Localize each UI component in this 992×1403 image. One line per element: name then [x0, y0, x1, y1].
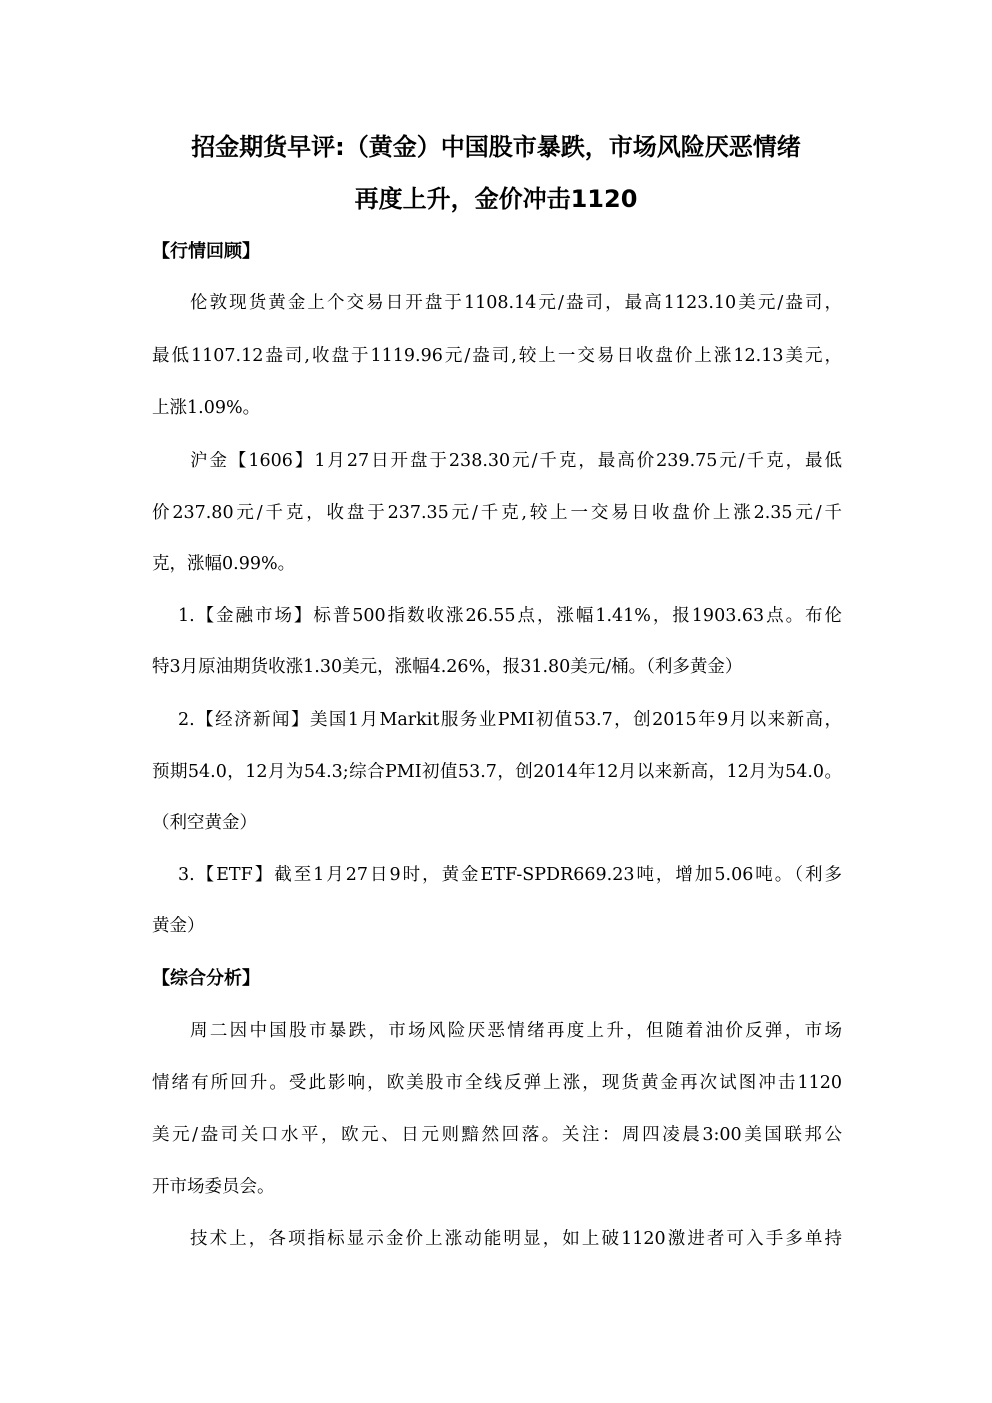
item-etf-line-2: 黄金）: [152, 916, 205, 936]
item-economic-news-line-3: （利空黄金）: [152, 813, 257, 833]
item-financial-market-line-1: 1.【金融市场】标普500指数收涨26.55点，涨幅1.41%，报1903.63点。布伦: [178, 606, 842, 626]
section-heading-market-review: 【行情回顾】: [152, 241, 260, 262]
item-economic-news-line-1: 2.【经济新闻】美国1月Markit服务业PMI初值53.7，创2015年9月以来新高，: [178, 710, 842, 730]
item-financial-market-line-2: 特3月原油期货收涨1.30美元，涨幅4.26%，报31.80美元/桶。（利多黄金）: [152, 657, 743, 677]
paragraph-london-gold-line-3: 上涨1.09%。: [152, 398, 261, 418]
document-title-line-2: 再度上升，金价冲击1120: [354, 185, 638, 213]
paragraph-london-gold-line-2: 最低1107.12盎司,收盘于1119.96元/盎司,较上一交易日收盘价上涨12.13美元，: [152, 346, 842, 366]
paragraph-analysis-line-2: 情绪有所回升。受此影响，欧美股市全线反弹上涨，现货黄金再次试图冲击1120: [152, 1073, 842, 1093]
document-title-line-1: 招金期货早评:（黄金）中国股市暴跌，市场风险厌恶情绪: [191, 133, 801, 161]
paragraph-shanghai-gold-line-3: 克，涨幅0.99%。: [152, 554, 296, 574]
paragraph-technical-line-1: 技术上，各项指标显示金价上涨动能明显，如上破1120激进者可入手多单持: [190, 1229, 842, 1249]
paragraph-analysis-line-1: 周二因中国股市暴跌，市场风险厌恶情绪再度上升，但随着油价反弹，市场: [190, 1021, 842, 1041]
paragraph-analysis-line-3: 美元/盎司关口水平，欧元、日元则黯然回落。关注：周四凌晨3:00美国联邦公: [152, 1125, 842, 1145]
paragraph-shanghai-gold-line-2: 价237.80元/千克，收盘于237.35元/千克,较上一交易日收盘价上涨2.35元/千: [152, 503, 842, 523]
paragraph-shanghai-gold-line-1: 沪金【1606】1月27日开盘于238.30元/千克，最高价239.75元/千克，最低: [190, 451, 842, 471]
item-economic-news-line-2: 预期54.0，12月为54.3;综合PMI初值53.7，创2014年12月以来新高，12月为54.0。: [152, 762, 842, 782]
section-heading-analysis: 【综合分析】: [152, 968, 260, 989]
paragraph-analysis-line-4: 开市场委员会。: [152, 1177, 275, 1197]
item-etf-line-1: 3.【ETF】截至1月27日9时，黄金ETF-SPDR669.23吨，增加5.06吨。（利多: [178, 865, 842, 885]
paragraph-london-gold-line-1: 伦敦现货黄金上个交易日开盘于1108.14元/盎司，最高1123.10美元/盎司，: [190, 293, 842, 313]
